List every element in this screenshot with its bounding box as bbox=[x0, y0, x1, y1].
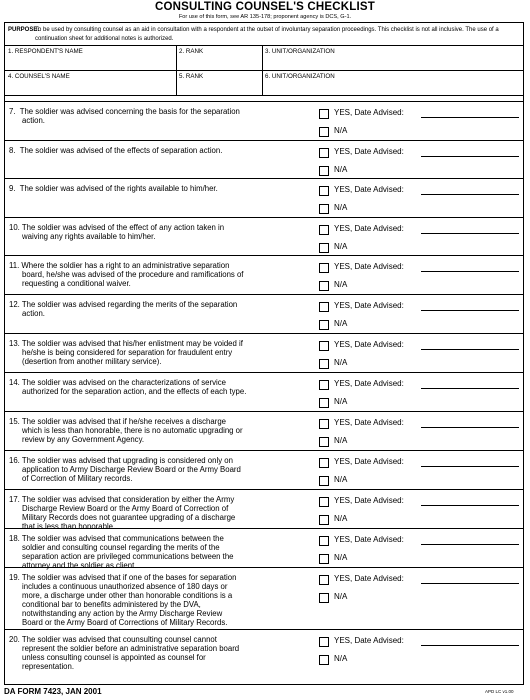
yes-label: YES, Date Advised: bbox=[334, 574, 404, 583]
date-advised-field[interactable] bbox=[421, 271, 519, 272]
question-text: 13. The soldier was advised that his/her enlistment may be voided if he/she is being considered for separation for fraudulent entry (desertion from another military service). bbox=[9, 339, 243, 366]
date-advised-field[interactable] bbox=[421, 466, 519, 467]
na-label: N/A bbox=[334, 397, 348, 406]
version-note: APD LC v1.00 bbox=[485, 689, 514, 694]
na-checkbox[interactable] bbox=[319, 476, 329, 486]
date-advised-field[interactable] bbox=[421, 427, 519, 428]
question-text: 11. Where the soldier has a right to an administrative separation board, he/she was advised of the procedure and ramifications of requesting a conditional waiver. bbox=[9, 261, 244, 288]
row-divider bbox=[5, 333, 523, 334]
date-advised-field[interactable] bbox=[421, 505, 519, 506]
yes-label: YES, Date Advised: bbox=[334, 535, 404, 544]
row-divider bbox=[5, 567, 523, 568]
row-divider bbox=[5, 528, 523, 529]
date-advised-field[interactable] bbox=[421, 583, 519, 584]
na-checkbox[interactable] bbox=[319, 166, 329, 176]
na-checkbox[interactable] bbox=[319, 515, 329, 525]
na-label: N/A bbox=[334, 165, 348, 174]
date-advised-field[interactable] bbox=[421, 310, 519, 311]
na-checkbox[interactable] bbox=[319, 554, 329, 564]
na-label: N/A bbox=[334, 592, 348, 601]
row-divider bbox=[5, 140, 523, 141]
na-checkbox[interactable] bbox=[319, 320, 329, 330]
question-text: 8. The soldier was advised of the effects of separation action. bbox=[9, 146, 223, 155]
divider bbox=[5, 70, 523, 71]
divider bbox=[5, 45, 523, 46]
date-advised-field[interactable] bbox=[421, 645, 519, 646]
counsel-rank-field[interactable]: 5. RANK bbox=[179, 73, 204, 80]
respondent-rank-field[interactable]: 2. RANK bbox=[179, 48, 204, 55]
na-label: N/A bbox=[334, 280, 348, 289]
row-divider bbox=[5, 629, 523, 630]
yes-checkbox[interactable] bbox=[319, 536, 329, 546]
question-text: 7. The soldier was advised concerning the basis for the separation action. bbox=[9, 107, 240, 125]
question-text: 16. The soldier was advised that upgrading is considered only on application to Army Discharge Review Board or the Army Board of Correction of Military records. bbox=[9, 456, 241, 483]
date-advised-field[interactable] bbox=[421, 194, 519, 195]
yes-label: YES, Date Advised: bbox=[334, 301, 404, 310]
respondent-name-field[interactable]: 1. RESPONDENT'S NAME bbox=[8, 48, 83, 55]
respondent-unit-field[interactable]: 3. UNIT/ORGANIZATION bbox=[265, 48, 335, 55]
row-divider bbox=[5, 411, 523, 412]
question-text: 20. The soldier was advised that counsulting counsel cannot represent the soldier before an administrative separation board unless consulting counsel is appointed as counsel for representation. bbox=[9, 635, 240, 671]
yes-checkbox[interactable] bbox=[319, 637, 329, 647]
na-label: N/A bbox=[334, 319, 348, 328]
date-advised-field[interactable] bbox=[421, 544, 519, 545]
na-label: N/A bbox=[334, 203, 348, 212]
yes-checkbox[interactable] bbox=[319, 186, 329, 196]
na-label: N/A bbox=[334, 654, 348, 663]
na-checkbox[interactable] bbox=[319, 281, 329, 291]
form-title: CONSULTING COUNSEL'S CHECKLIST bbox=[155, 1, 375, 13]
yes-checkbox[interactable] bbox=[319, 302, 329, 312]
na-checkbox[interactable] bbox=[319, 655, 329, 665]
row-divider bbox=[5, 372, 523, 373]
yes-label: YES, Date Advised: bbox=[334, 147, 404, 156]
yes-label: YES, Date Advised: bbox=[334, 108, 404, 117]
na-label: N/A bbox=[334, 514, 348, 523]
yes-checkbox[interactable] bbox=[319, 148, 329, 158]
date-advised-field[interactable] bbox=[421, 388, 519, 389]
yes-checkbox[interactable] bbox=[319, 419, 329, 429]
divider bbox=[262, 45, 263, 95]
divider bbox=[5, 101, 523, 102]
yes-label: YES, Date Advised: bbox=[334, 185, 404, 194]
counsel-name-field[interactable]: 4. COUNSEL'S NAME bbox=[8, 73, 70, 80]
date-advised-field[interactable] bbox=[421, 156, 519, 157]
yes-label: YES, Date Advised: bbox=[334, 224, 404, 233]
yes-checkbox[interactable] bbox=[319, 109, 329, 119]
question-text: 15. The soldier was advised that if he/she receives a discharge which is less than honorable, there is no automatic upgrading or review by any Government Agency. bbox=[9, 417, 243, 444]
question-text: 17. The soldier was advised that consideration by either the Army Discharge Review Board or the Army Board of Correction of Military Records does not guarantee upgrading of a discharge that is less than honorable. bbox=[9, 495, 236, 531]
na-checkbox[interactable] bbox=[319, 593, 329, 603]
date-advised-field[interactable] bbox=[421, 117, 519, 118]
yes-checkbox[interactable] bbox=[319, 225, 329, 235]
row-divider bbox=[5, 450, 523, 451]
na-checkbox[interactable] bbox=[319, 437, 329, 447]
purpose-section bbox=[8, 26, 518, 42]
na-label: N/A bbox=[334, 436, 348, 445]
yes-label: YES, Date Advised: bbox=[334, 262, 404, 271]
question-text: 18. The soldier was advised that communications between the soldier and consulting counsel regarding the merits of the separation action are privileged communications between the attorney and the soldier as client. bbox=[9, 534, 234, 570]
row-divider bbox=[5, 217, 523, 218]
yes-label: YES, Date Advised: bbox=[334, 340, 404, 349]
question-text: 9. The soldier was advised of the rights available to him/her. bbox=[9, 184, 218, 193]
yes-checkbox[interactable] bbox=[319, 263, 329, 273]
na-label: N/A bbox=[334, 553, 348, 562]
yes-label: YES, Date Advised: bbox=[334, 636, 404, 645]
na-checkbox[interactable] bbox=[319, 243, 329, 253]
yes-checkbox[interactable] bbox=[319, 380, 329, 390]
question-text: 10. The soldier was advised of the effect of any action taken in waiving any rights available to him/her. bbox=[9, 223, 225, 241]
yes-checkbox[interactable] bbox=[319, 458, 329, 468]
question-text: 19. The soldier was advised that if one of the bases for separation includes a continuous unauthorized absence of 180 days or more, a discharge under other than honorable conditions is a conditional bar to benefits administered by the DVA, notwithstanding any action by the Army Discharge Review Board or the Army Board of Corrections of Military Records. bbox=[9, 573, 237, 627]
na-checkbox[interactable] bbox=[319, 204, 329, 214]
form-subtitle: For use of this form, see AR 135-178; proponent agency is DCS, G-1. bbox=[178, 14, 352, 20]
row-divider bbox=[5, 294, 523, 295]
date-advised-field[interactable] bbox=[421, 349, 519, 350]
divider bbox=[176, 45, 177, 95]
purpose-label: PURPOSE: bbox=[8, 27, 40, 33]
row-divider bbox=[5, 255, 523, 256]
na-label: N/A bbox=[334, 126, 348, 135]
question-text: 14. The soldier was advised on the characterizations of service authorized for the separation action, and the effects of each type. bbox=[9, 378, 247, 396]
row-divider bbox=[5, 489, 523, 490]
row-divider bbox=[5, 178, 523, 179]
question-text: 12. The soldier was advised regarding the merits of the separation action. bbox=[9, 300, 238, 318]
na-label: N/A bbox=[334, 242, 348, 251]
yes-label: YES, Date Advised: bbox=[334, 457, 404, 466]
date-advised-field[interactable] bbox=[421, 233, 519, 234]
yes-label: YES, Date Advised: bbox=[334, 418, 404, 427]
na-checkbox[interactable] bbox=[319, 127, 329, 137]
purpose-text: To be used by consulting counsel as an aid in consultation with a respondent at the outset of involuntary separation proceedings. This checklist is not all inclusive. The use of a continuation sheet for additional notes is authorized. bbox=[35, 27, 499, 42]
checklist-form bbox=[4, 22, 524, 685]
yes-label: YES, Date Advised: bbox=[334, 379, 404, 388]
yes-checkbox[interactable] bbox=[319, 575, 329, 585]
yes-checkbox[interactable] bbox=[319, 497, 329, 507]
divider bbox=[5, 95, 523, 96]
form-number: DA FORM 7423, JAN 2001 bbox=[4, 687, 102, 696]
na-checkbox[interactable] bbox=[319, 398, 329, 408]
na-label: N/A bbox=[334, 475, 348, 484]
counsel-unit-field[interactable]: 6. UNIT/ORGANIZATION bbox=[265, 73, 335, 80]
yes-label: YES, Date Advised: bbox=[334, 496, 404, 505]
na-label: N/A bbox=[334, 358, 348, 367]
na-checkbox[interactable] bbox=[319, 359, 329, 369]
yes-checkbox[interactable] bbox=[319, 341, 329, 351]
